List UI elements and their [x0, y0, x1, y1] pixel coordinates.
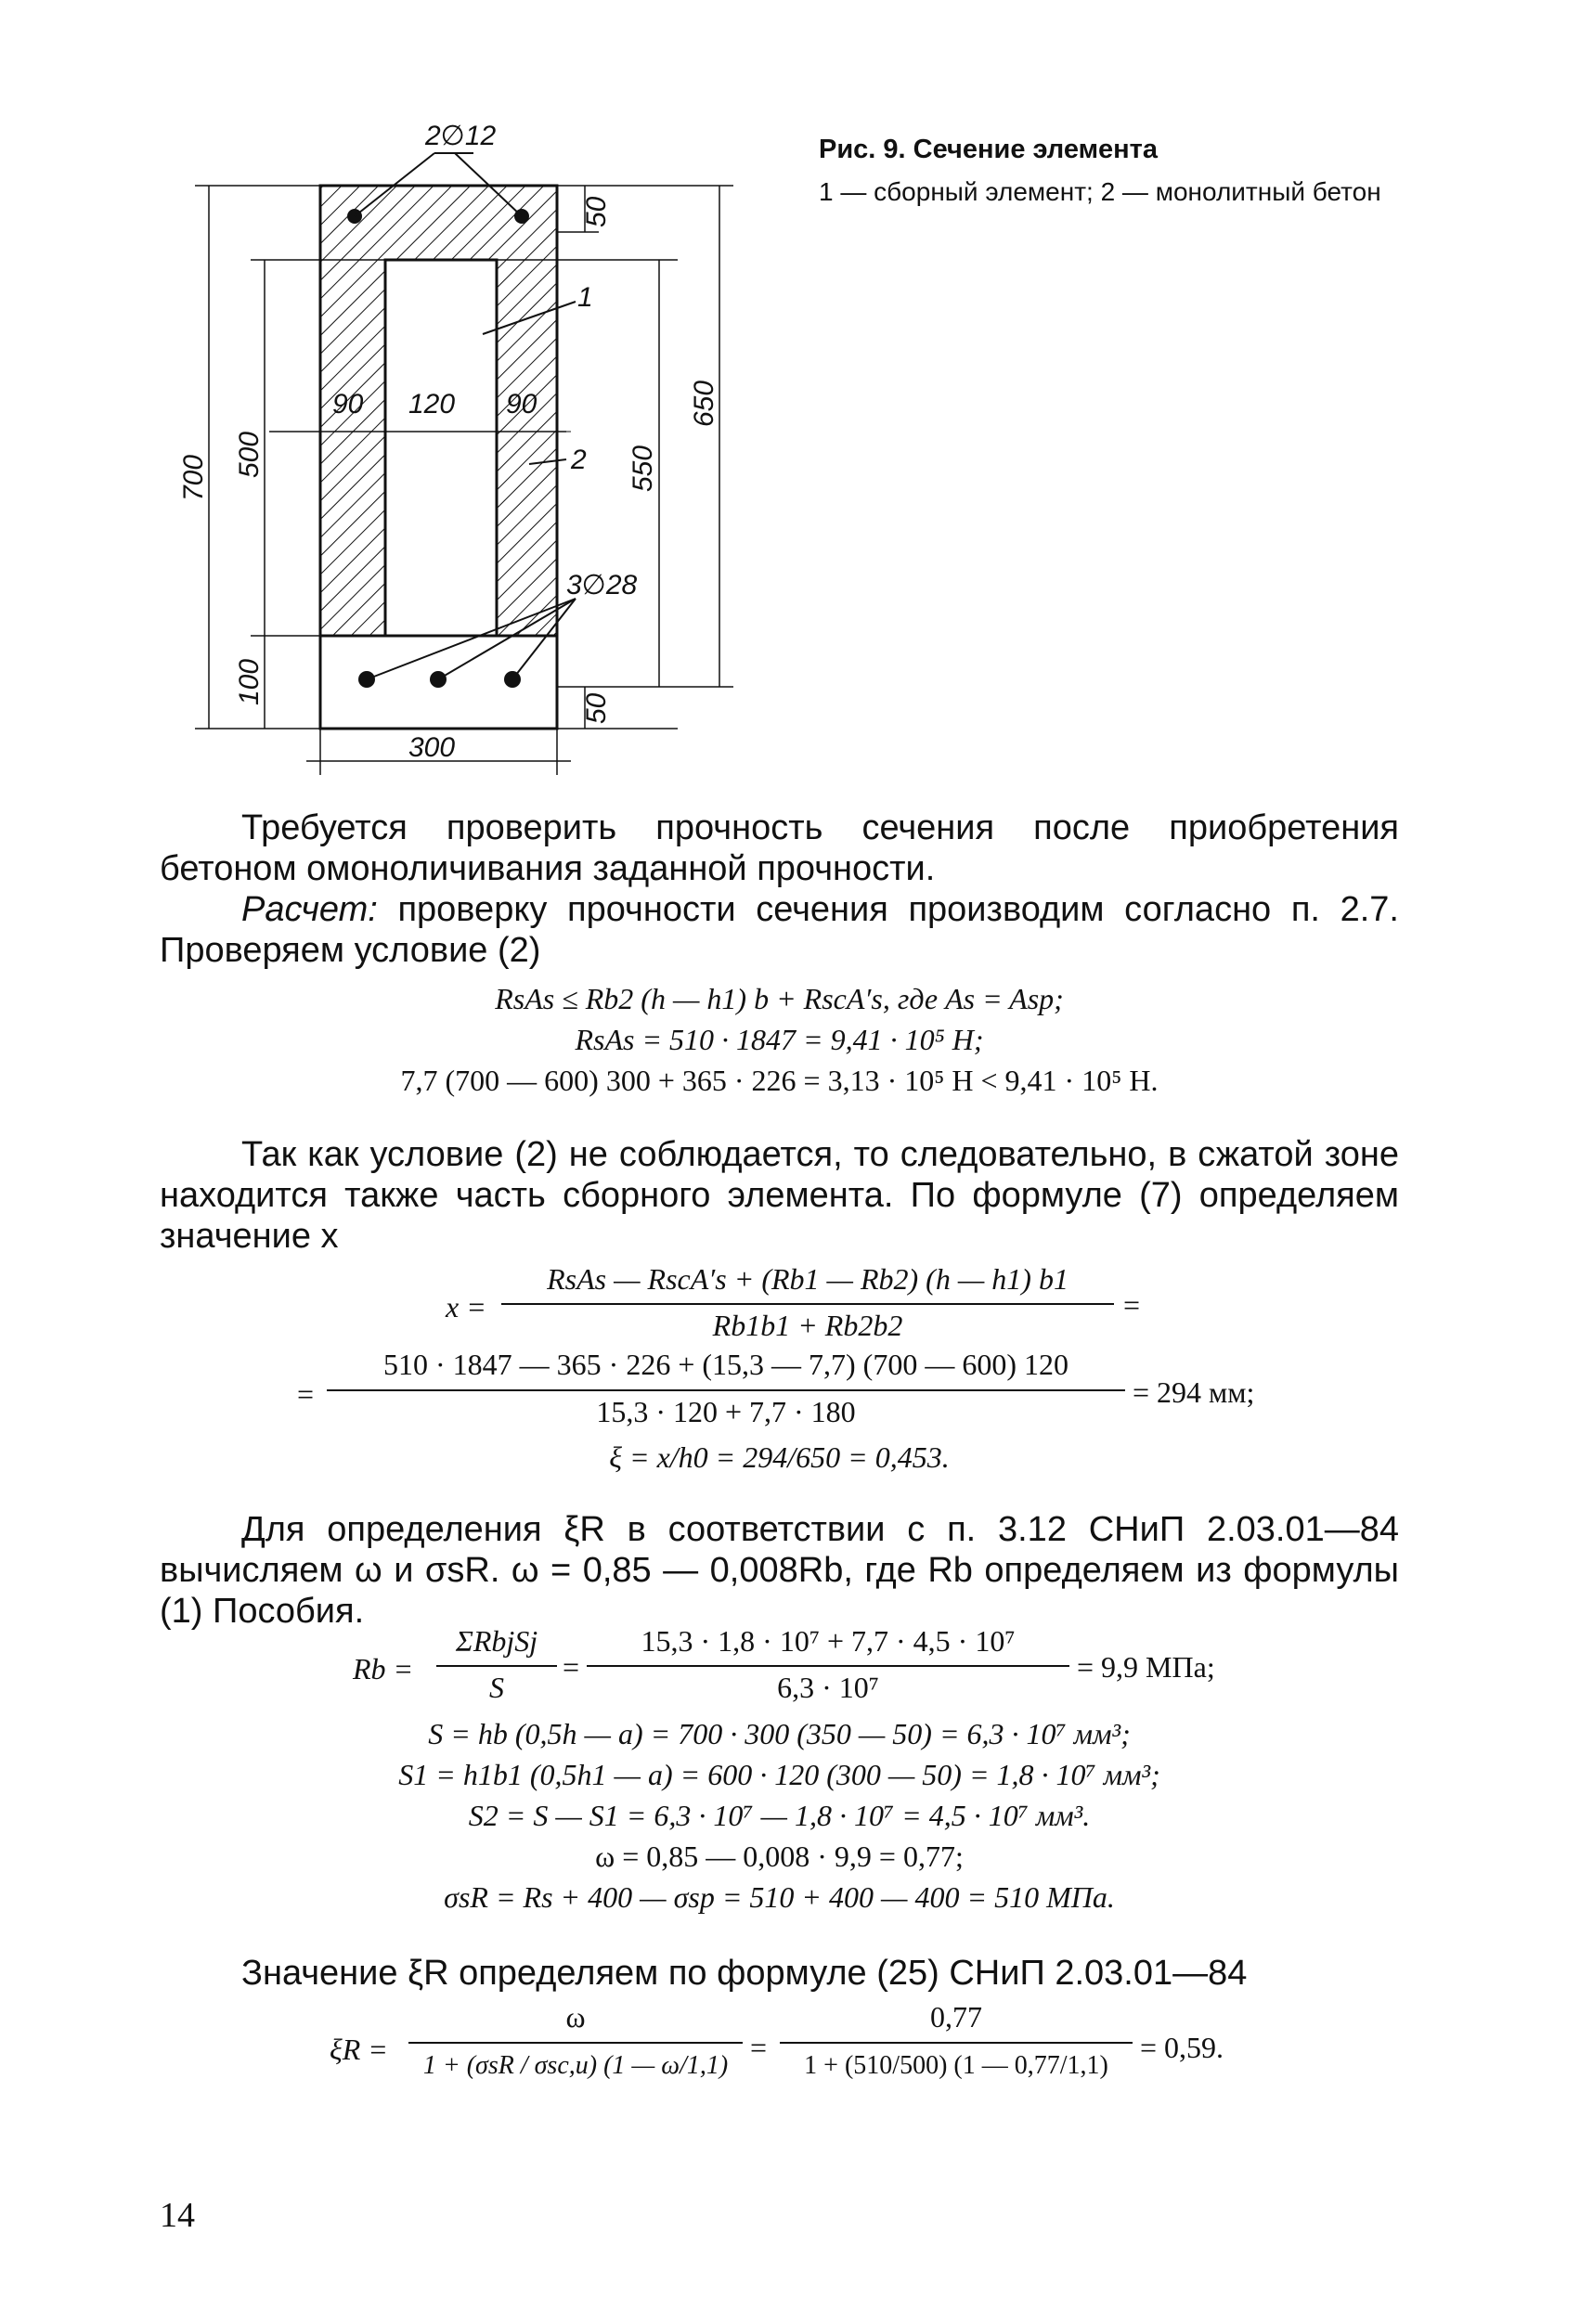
label-dim-650: 650 [689, 380, 719, 427]
label-dim-50-top: 50 [581, 196, 612, 227]
x2-denominator: 15,3 · 120 + 7,7 · 180 [596, 1395, 856, 1428]
label-rebar-top: 2∅12 [425, 121, 497, 151]
calculation-lead: Расчет: [241, 890, 378, 929]
x-fraction-bar [501, 1303, 1114, 1305]
page-number: 14 [160, 2196, 195, 2235]
xir-equals: = [750, 2031, 768, 2064]
label-dim-500: 500 [234, 431, 265, 478]
xir-result: = 0,59. [1140, 2031, 1224, 2064]
x-lhs: x = [446, 1290, 486, 1323]
rb-numerator-2: 15,3 · 1,8 · 10⁷ + 7,7 · 4,5 · 10⁷ [641, 1624, 1016, 1658]
rb-fraction-bar-1 [436, 1665, 557, 1667]
formula-xi: ξ = x/h0 = 294/650 = 0,453. [609, 1440, 950, 1474]
label-dim-90-right: 90 [506, 389, 537, 420]
formula-check: 7,7 (700 — 600) 300 + 365 · 226 = 3,13 · 10⁵ Н < 9,41 · 10⁵ Н. [400, 1064, 1159, 1097]
paragraph-calculation [160, 889, 1399, 971]
rb-denominator-2: 6,3 · 10⁷ [777, 1671, 879, 1704]
paragraph-xi-r: Для определения ξR в соответствии с п. 3.12 СНиП 2.03.01—84 вычисляем ω и σsR. ω = 0,85 — 0,008Rb, где Rb определяем из формулы (1) Пособия. [160, 1510, 1399, 1631]
rb-result: = 9,9 МПа; [1077, 1650, 1215, 1684]
figure-title: Рис. 9. Сечение элемента [819, 135, 1159, 164]
rb-denominator-1: S [489, 1671, 504, 1704]
label-dim-100: 100 [234, 658, 265, 705]
formula-omega: ω = 0,85 — 0,008 · 9,9 = 0,77; [595, 1840, 964, 1873]
section-figure [176, 111, 771, 789]
x2-numerator: 510 · 1847 — 365 · 226 + (15,3 — 7,7) (700 — 600) 120 [383, 1348, 1068, 1381]
paragraph-requirement: Требуется проверить прочность сечения после приобретения бетоном омоноличивания заданной прочности. [160, 808, 1399, 888]
label-leader-1: 1 [577, 282, 593, 313]
xir-numerator-2: 0,77 [930, 2000, 982, 2034]
formula-s: S = hb (0,5h — a) = 700 · 300 (350 — 50) = 6,3 · 10⁷ мм³; [428, 1717, 1131, 1750]
paragraph-xi-r-formula: Значение ξR определяем по формуле (25) СНиП 2.03.01—84 [241, 1954, 1248, 1993]
figure-legend: 1 — сборный элемент; 2 — монолитный бетон [819, 177, 1381, 206]
rb-equals: = [563, 1650, 580, 1684]
label-dim-120: 120 [408, 389, 456, 420]
xir-denominator-2: 1 + (510/500) (1 — 0,77/1,1) [804, 2051, 1108, 2080]
label-dim-700: 700 [178, 454, 209, 501]
formula-condition: RsAs ≤ Rb2 (h — h1) b + RscA′s, где As = Asp; [495, 982, 1064, 1015]
paragraph-condition-not-met: Так как условие (2) не соблюдается, то следовательно, в сжатой зоне находится также часть сборного элемента. По формуле (7) определяем значение x [160, 1135, 1399, 1256]
xir-fraction-bar-1 [408, 2042, 743, 2044]
formula-s1: S1 = h1b1 (0,5h1 — a) = 600 · 120 (300 — 50) = 1,8 · 10⁷ мм³; [398, 1758, 1160, 1791]
x-equals: = [1123, 1288, 1141, 1322]
xir-lhs: ξR = [330, 2033, 388, 2066]
rb-lhs: Rb = [353, 1652, 414, 1685]
xir-denominator-1: 1 + (σsR / σsc,u) (1 — ω/1,1) [422, 2051, 729, 2080]
formula-s2: S2 = S — S1 = 6,3 · 10⁷ — 1,8 · 10⁷ = 4,5 · 10⁷ мм³. [468, 1799, 1091, 1832]
x-denominator: Rb1b1 + Rb2b2 [712, 1309, 903, 1342]
x-numerator: RsAs — RscA′s + (Rb1 — Rb2) (h — h1) b1 [547, 1262, 1068, 1296]
xir-fraction-bar-2 [780, 2042, 1133, 2044]
rb-fraction-bar-2 [587, 1665, 1069, 1667]
formula-sigma: σsR = Rs + 400 — σsp = 510 + 400 — 400 = 510 МПа. [444, 1880, 1115, 1914]
x2-lhs: = [297, 1377, 315, 1411]
label-dim-550: 550 [628, 445, 658, 492]
rb-numerator-1: ΣRbjSj [455, 1624, 538, 1658]
xir-numerator-1: ω [565, 2000, 586, 2034]
calculation-text: проверку прочности сечения производим согласно п. 2.7. Проверяем условие (2) [160, 890, 1399, 970]
x2-result: = 294 мм; [1133, 1375, 1255, 1409]
x2-fraction-bar [327, 1389, 1125, 1391]
label-dim-90-left: 90 [332, 389, 364, 420]
label-leader-2: 2 [571, 445, 587, 475]
label-dim-50-bottom: 50 [581, 692, 612, 724]
label-rebar-bottom: 3∅28 [566, 570, 638, 600]
label-dim-300: 300 [408, 732, 456, 763]
formula-rsas: RsAs = 510 · 1847 = 9,41 · 10⁵ Н; [575, 1023, 984, 1056]
